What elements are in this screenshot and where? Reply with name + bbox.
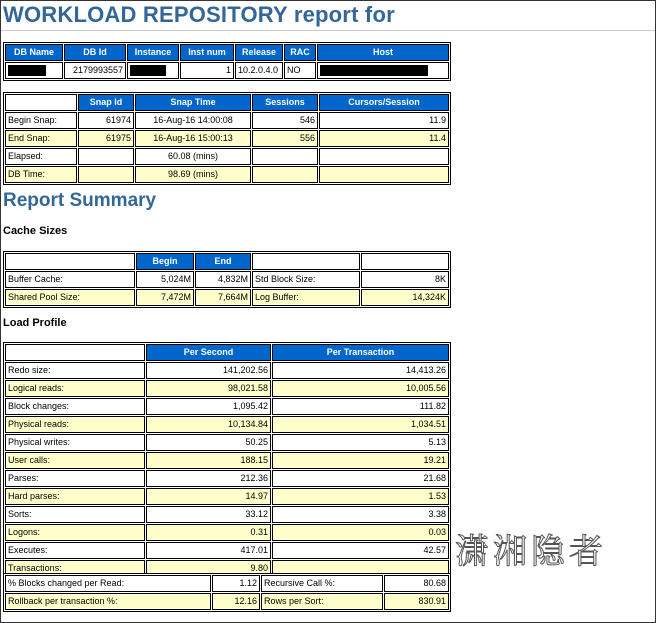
load-row: [5, 398, 449, 415]
load-row: [5, 434, 449, 451]
snapshot-row: [5, 166, 449, 183]
cache-label: Shared Pool Size:: [5, 289, 135, 306]
per-second-value: 141,202.56: [146, 362, 271, 379]
ratio-value: 1.12: [212, 575, 260, 592]
load-label: Executes:: [5, 542, 145, 559]
cache-value-2: 8K: [361, 271, 449, 288]
load-label: Hard parses:: [5, 488, 145, 505]
sessions-value: [252, 166, 318, 183]
watermark-logo: [453, 527, 623, 573]
row-label: Elapsed:: [5, 148, 77, 165]
per-second-value: 212.36: [146, 470, 271, 487]
per-second-value: 14.97: [146, 488, 271, 505]
cursors-value: 11.4: [319, 130, 449, 147]
load-profile-table: [3, 342, 451, 579]
col-end: End: [195, 253, 251, 270]
title-divider: [1, 30, 655, 31]
load-label: User calls:: [5, 452, 145, 469]
cache-sizes-table: [3, 251, 451, 308]
per-transaction-value: 42.57: [272, 542, 449, 559]
load-row: [5, 380, 449, 397]
per-second-value: 0.31: [146, 524, 271, 541]
load-label: Physical reads:: [5, 416, 145, 433]
blank-header: [5, 344, 145, 361]
col-db-id: DB Id: [64, 44, 126, 61]
cache-value-2: 14,324K: [361, 289, 449, 306]
ratio-label-2: Rows per Sort:: [261, 593, 383, 610]
per-second-value: 50.25: [146, 434, 271, 451]
instance-cell: [127, 62, 179, 79]
per-transaction-value: 3.38: [272, 506, 449, 523]
per-second-value: 417.01: [146, 542, 271, 559]
col-snap-time: Snap Time: [135, 94, 251, 111]
per-second-value: 1,095.42: [146, 398, 271, 415]
load-row: [5, 488, 449, 505]
load-profile-heading: Load Profile: [3, 317, 67, 329]
load-label: Logical reads:: [5, 380, 145, 397]
load-label: Logons:: [5, 524, 145, 541]
row-label: Begin Snap:: [5, 112, 77, 129]
cache-row: [5, 289, 449, 306]
per-transaction-value: 0.03: [272, 524, 449, 541]
per-transaction-value: 5.13: [272, 434, 449, 451]
snap-time-value: 16-Aug-16 14:00:08: [135, 112, 251, 129]
per-second-value: 10,134.84: [146, 416, 271, 433]
db-name-cell: [5, 62, 63, 79]
load-row: [5, 524, 449, 541]
load-label: Physical writes:: [5, 434, 145, 451]
load-row: [5, 362, 449, 379]
per-second-value: 9.80: [146, 560, 271, 577]
snapshot-table: [3, 92, 451, 185]
col-snap-id: Snap Id: [78, 94, 134, 111]
col-per-second: Per Second: [146, 344, 271, 361]
cache-header-row: [5, 253, 449, 270]
per-transaction-value: 14,413.26: [272, 362, 449, 379]
ratio-value: 12.16: [212, 593, 260, 610]
load-header-row: [5, 344, 449, 361]
snap-time-value: 60.08 (mins): [135, 148, 251, 165]
sessions-value: 546: [252, 112, 318, 129]
load-row: [5, 416, 449, 433]
snap-id-value: 61974: [78, 112, 134, 129]
blank-header: [361, 253, 449, 270]
col-rac: RAC: [284, 44, 316, 61]
ratio-value-2: 830.91: [384, 593, 449, 610]
snapshot-header-row: [5, 94, 449, 111]
cache-label: Buffer Cache:: [5, 271, 135, 288]
sessions-value: 556: [252, 130, 318, 147]
release-cell: 10.2.0.4.0: [235, 62, 283, 79]
redacted-host: [320, 65, 428, 76]
cache-label-2: Log Buffer:: [252, 289, 360, 306]
col-host: Host: [317, 44, 449, 61]
load-label: Block changes:: [5, 398, 145, 415]
blank-header: [5, 253, 135, 270]
snap-id-value: 61975: [78, 130, 134, 147]
redacted-instance: [130, 65, 166, 76]
col-cursors-session: Cursors/Session: [319, 94, 449, 111]
ratio-label-2: Recursive Call %:: [261, 575, 383, 592]
cache-row: [5, 271, 449, 288]
cursors-value: [319, 148, 449, 165]
snapshot-row: [5, 112, 449, 129]
ratios-table: [3, 573, 451, 612]
per-transaction-value: 1,034.51: [272, 416, 449, 433]
report-summary-heading: Report Summary: [3, 190, 157, 211]
load-label: Parses:: [5, 470, 145, 487]
snap-time-value: 16-Aug-16 15:00:13: [135, 130, 251, 147]
ratio-row: [5, 593, 449, 610]
per-second-value: 98,021.58: [146, 380, 271, 397]
db-info-row: [5, 62, 449, 79]
blank-header: [5, 94, 77, 111]
col-sessions: Sessions: [252, 94, 318, 111]
per-transaction-value: 1.53: [272, 488, 449, 505]
redacted-db-name: [8, 65, 46, 76]
snapshot-row: [5, 148, 449, 165]
cache-label-2: Std Block Size:: [252, 271, 360, 288]
cache-sizes-heading: Cache Sizes: [3, 225, 68, 237]
load-label: Transactions:: [5, 560, 145, 577]
load-label: Sorts:: [5, 506, 145, 523]
per-second-value: 33.12: [146, 506, 271, 523]
ratio-label: Rollback per transaction %:: [5, 593, 211, 610]
ratio-row: [5, 575, 449, 592]
cursors-value: 11.9: [319, 112, 449, 129]
load-row: [5, 506, 449, 523]
report-title: WORKLOAD REPOSITORY report for: [3, 2, 395, 27]
cache-end-value: 4,832M: [195, 271, 251, 288]
col-db-name: DB Name: [5, 44, 63, 61]
cursors-value: [319, 166, 449, 183]
load-row: [5, 470, 449, 487]
ratio-value-2: 80.68: [384, 575, 449, 592]
snap-id-value: [78, 166, 134, 183]
col-instance: Instance: [127, 44, 179, 61]
snap-id-value: [78, 148, 134, 165]
snap-time-value: 98.69 (mins): [135, 166, 251, 183]
db-info-header-row: [5, 44, 449, 61]
load-label: Redo size:: [5, 362, 145, 379]
col-inst-num: Inst num: [180, 44, 234, 61]
cache-end-value: 7,664M: [195, 289, 251, 306]
load-row: [5, 452, 449, 469]
col-begin: Begin: [136, 253, 194, 270]
host-cell: [317, 62, 449, 79]
snapshot-row: [5, 130, 449, 147]
per-transaction-value: 111.82: [272, 398, 449, 415]
per-second-value: 188.15: [146, 452, 271, 469]
inst-num-cell: 1: [180, 62, 234, 79]
per-transaction-value: 21.68: [272, 470, 449, 487]
col-release: Release: [235, 44, 283, 61]
per-transaction-value: 19.21: [272, 452, 449, 469]
blank-header: [252, 253, 360, 270]
db-id-cell: 2179993557: [64, 62, 126, 79]
cache-begin-value: 7,472M: [136, 289, 194, 306]
col-per-transaction: Per Transaction: [272, 344, 449, 361]
row-label: DB Time:: [5, 166, 77, 183]
rac-cell: NO: [284, 62, 316, 79]
load-row: [5, 542, 449, 559]
sessions-value: [252, 148, 318, 165]
cache-begin-value: 5,024M: [136, 271, 194, 288]
per-transaction-value: 10,005.56: [272, 380, 449, 397]
row-label: End Snap:: [5, 130, 77, 147]
ratio-label: % Blocks changed per Read:: [5, 575, 211, 592]
svg-text:潇湘隐者: 潇湘隐者: [455, 532, 607, 572]
db-info-table: [3, 42, 451, 81]
